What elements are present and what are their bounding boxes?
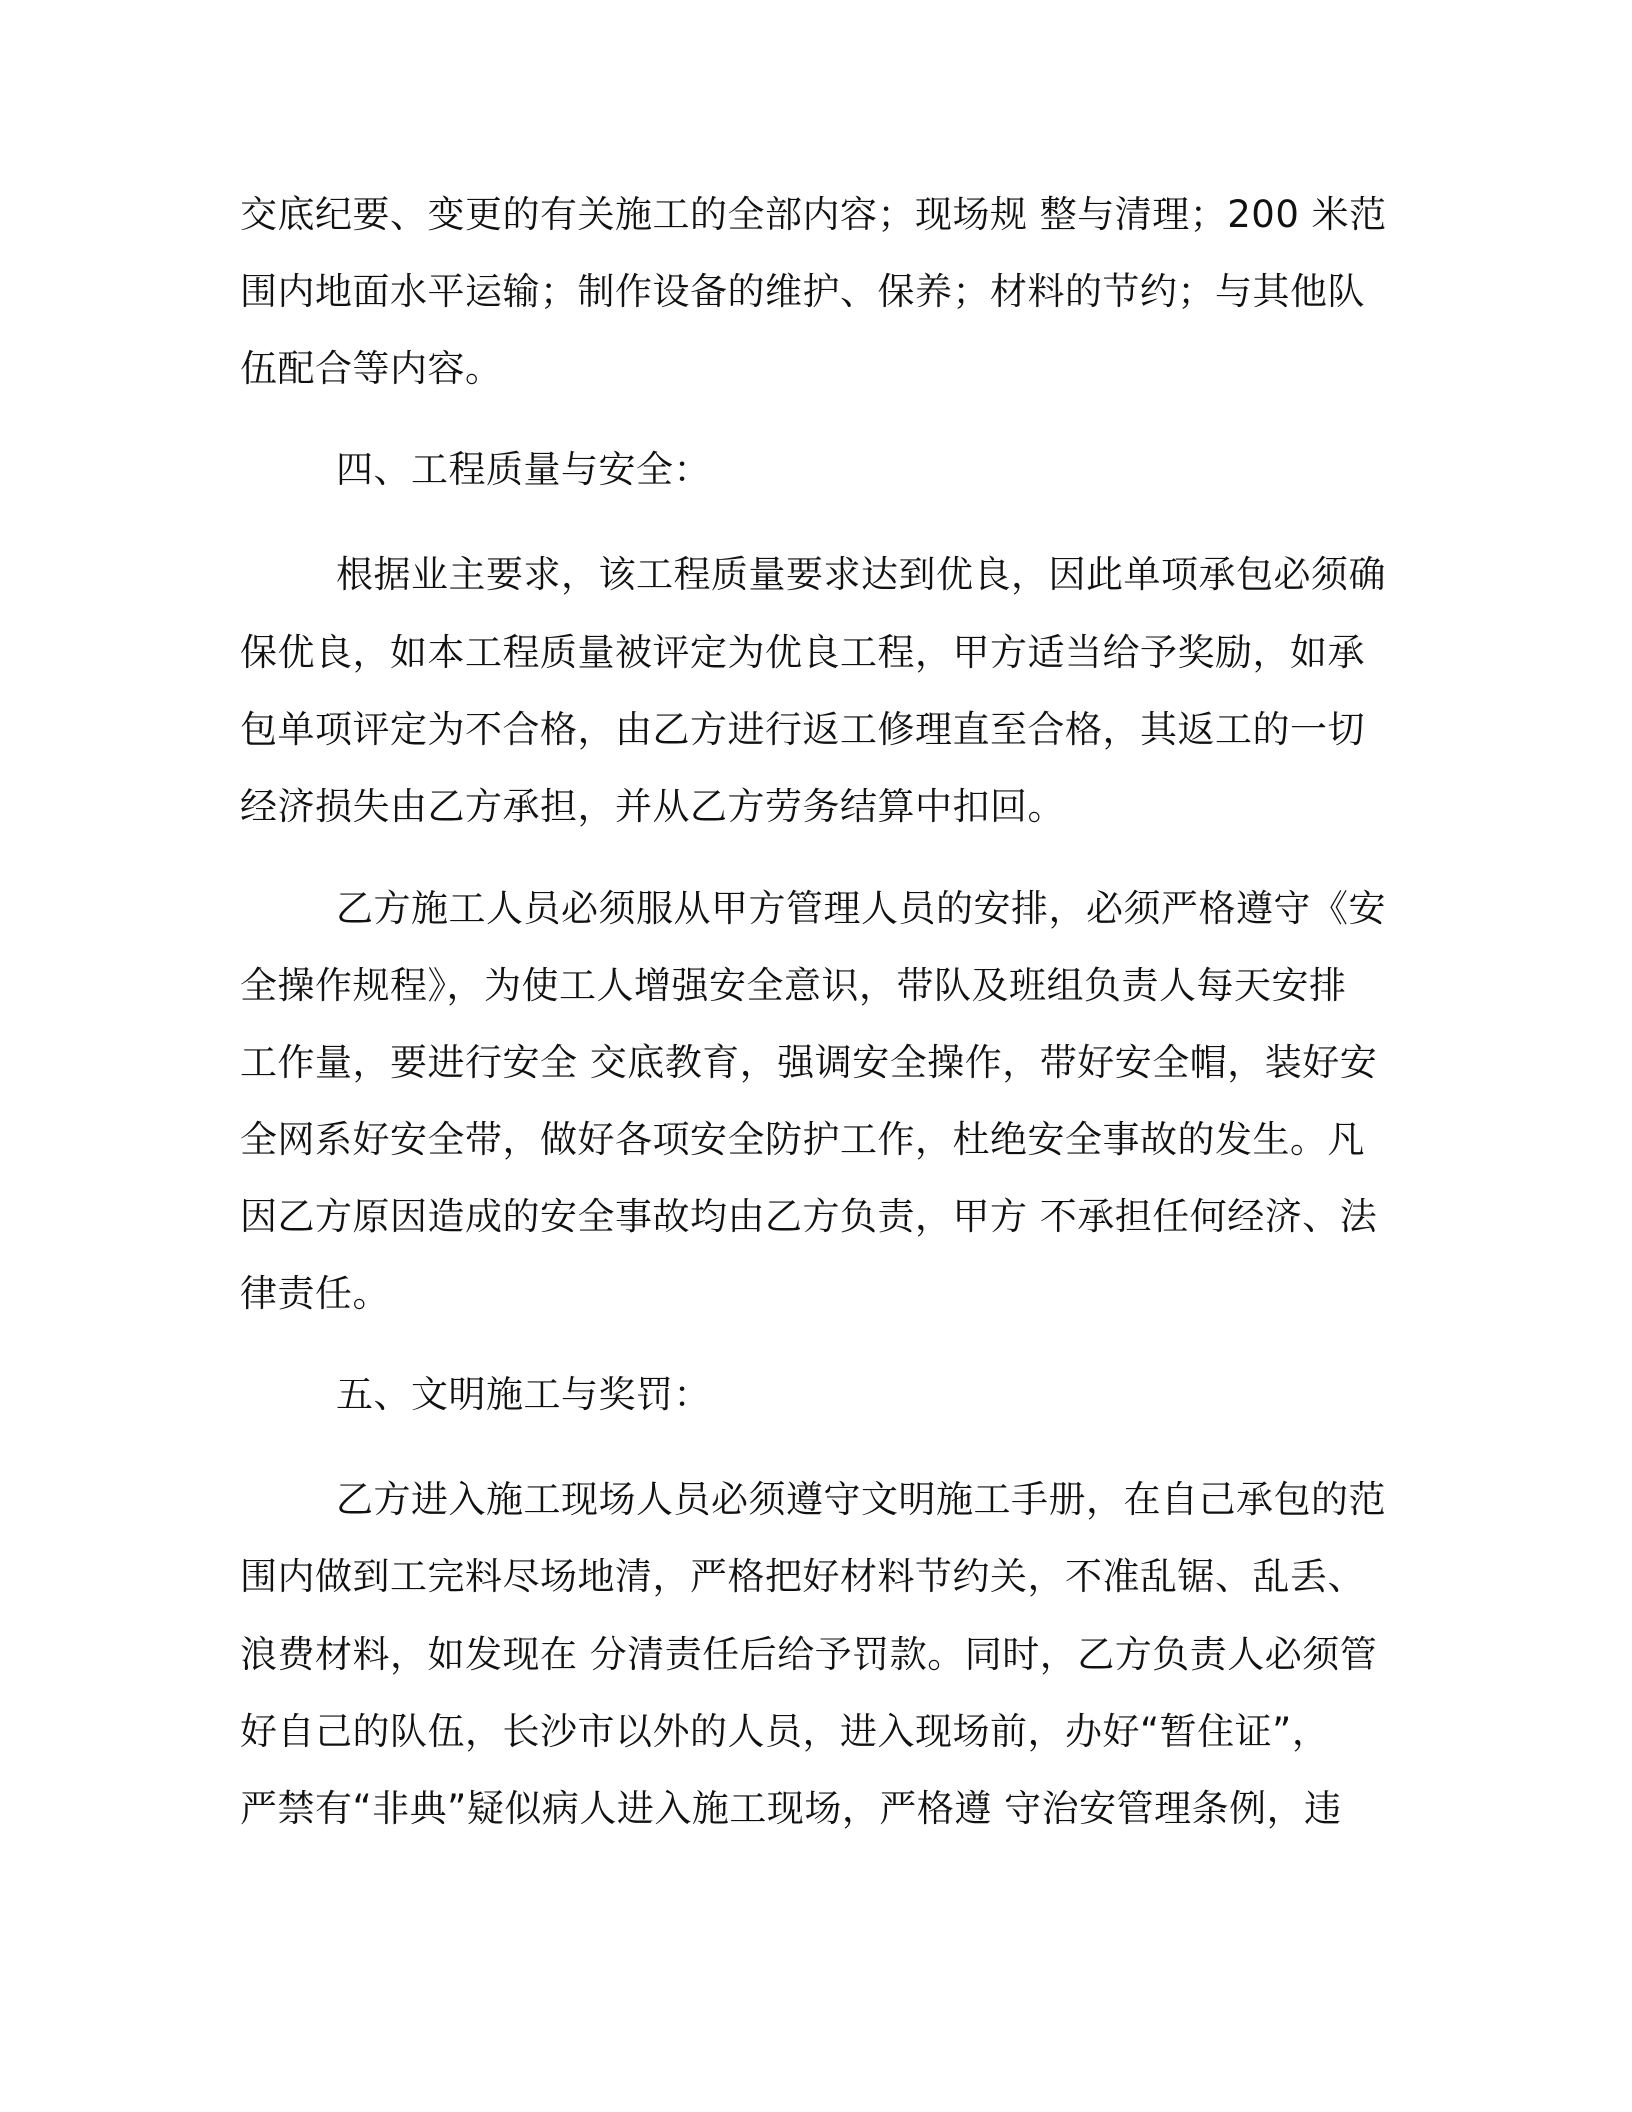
section-heading-civilized-construction: 五、文明施工与奖罚： xyxy=(336,1373,711,1416)
paragraph-line: 乙方进入施工现场人员必须遵守文明施工手册，在自己承包的范 xyxy=(336,1478,1386,1521)
paragraph-line: 交底纪要、变更的有关施工的全部内容；现场规 整与清理；200 米范 xyxy=(240,193,1387,236)
paragraph-line: 工作量，要进行安全 交底教育，强调安全操作，带好安全帽，装好安 xyxy=(240,1041,1378,1084)
paragraph-line: 因乙方原因造成的安全事故均由乙方负责，甲方 不承担任何经济、法 xyxy=(240,1195,1378,1238)
paragraph-line: 全操作规程》，为使工人增强安全意识，带队及班组负责人每天安排 xyxy=(240,964,1347,1007)
paragraph-line: 经济损失由乙方承担，并从乙方劳务结算中扣回。 xyxy=(240,785,1065,828)
paragraph-line: 围内地面水平运输；制作设备的维护、保养；材料的节约；与其他队 xyxy=(240,270,1365,313)
paragraph-line: 围内做到工完料尽场地清，严格把好材料节约关，不准乱锯、乱丢、 xyxy=(240,1555,1365,1598)
paragraph-line: 浪费材料，如发现在 分清责任后给予罚款。同时，乙方负责人必须管 xyxy=(240,1633,1378,1676)
paragraph-line: 全网系好安全带，做好各项安全防护工作，杜绝安全事故的发生。凡 xyxy=(240,1118,1365,1161)
section-heading-quality-safety: 四、工程质量与安全： xyxy=(336,448,711,491)
paragraph-line: 严禁有“非典”疑似病人进入施工现场，严格遵 守治安管理条例，违 xyxy=(240,1787,1342,1830)
paragraph-line: 保优良，如本工程质量被评定为优良工程，甲方适当给予奖励，如承 xyxy=(240,631,1365,674)
paragraph-line: 乙方施工人员必须服从甲方管理人员的安排，必须严格遵守《安 xyxy=(336,887,1386,930)
paragraph-line: 根据业主要求，该工程质量要求达到优良，因此单项承包必须确 xyxy=(336,553,1386,596)
paragraph-line: 律责任。 xyxy=(240,1272,390,1315)
paragraph-line: 伍配合等内容。 xyxy=(240,347,503,390)
paragraph-line: 好自己的队伍，长沙市以外的人员，进入现场前，办好“暂住证”， xyxy=(240,1710,1330,1753)
paragraph-line: 包单项评定为不合格，由乙方进行返工修理直至合格，其返工的一切 xyxy=(240,708,1365,751)
